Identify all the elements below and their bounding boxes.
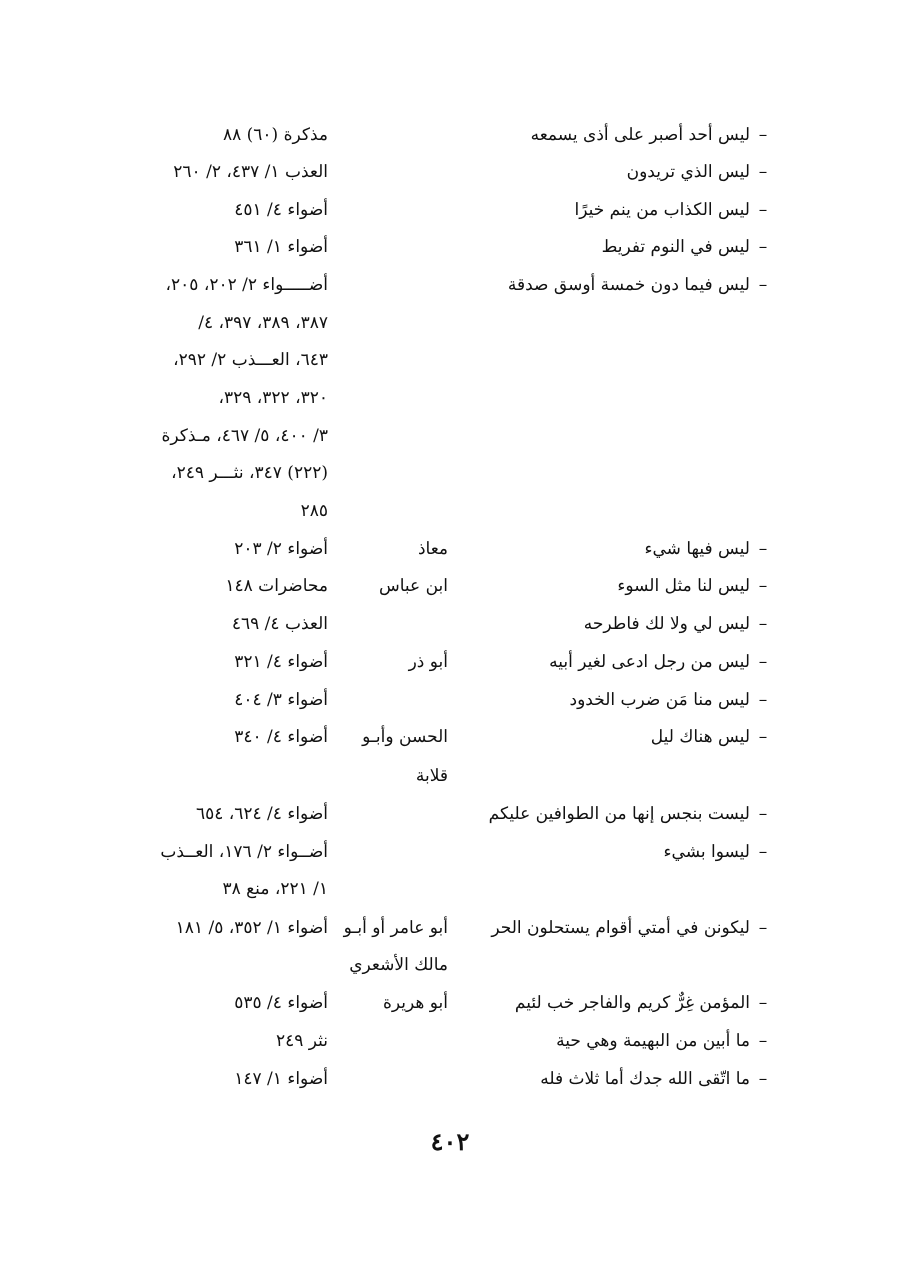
index-line xyxy=(0,1060,900,1098)
index-line xyxy=(0,492,900,530)
source-reference: أضواء ٤/ ٣٢١ xyxy=(234,652,328,672)
page-number: ٤٠٢ xyxy=(430,1127,470,1156)
index-line xyxy=(0,605,900,643)
index-line xyxy=(0,984,900,1022)
hadith-text: ليس في النوم تفريط xyxy=(601,237,750,257)
source-reference: أضواء ٣/ ٤٠٤ xyxy=(234,690,328,710)
index-line xyxy=(0,1022,900,1060)
hadith-text: ليس الكذاب من ينم خيرًا xyxy=(574,200,750,220)
source-reference: ٣٢٠، ٣٢٢، ٣٢٩، xyxy=(218,388,328,408)
source-reference: أضواء ١/ ٣٦١ xyxy=(234,237,328,257)
entry-dash: – xyxy=(758,690,768,710)
source-reference: مذكرة (٦٠) ٨٨ xyxy=(222,125,328,145)
narrator: أبو عامر أو أبـو xyxy=(343,918,448,938)
entry-dash: – xyxy=(758,237,768,257)
source-reference: أضواء ٤/ ٣٤٠ xyxy=(234,727,328,747)
index-line xyxy=(0,116,900,154)
entry-dash: – xyxy=(758,162,768,182)
entry-dash: – xyxy=(758,842,768,862)
narrator: مالك الأشعري xyxy=(349,955,448,975)
hadith-text: المؤمن غِرٌّ كريم والفاجر خب لئيم xyxy=(514,993,750,1013)
narrator: أبو هريرة xyxy=(382,993,448,1013)
index-line xyxy=(0,757,900,795)
source-reference: ٣٨٧، ٣٨٩، ٣٩٧، ٤/ xyxy=(198,313,328,333)
entry-dash: – xyxy=(758,125,768,145)
index-line xyxy=(0,870,900,908)
index-line xyxy=(0,718,900,756)
source-reference: ٦٤٣، العـــذب ٢/ ٢٩٢، xyxy=(173,350,328,370)
narrator: قلابة xyxy=(415,766,448,786)
hadith-text: ما اتّقى الله جدك أما ثلاث فله xyxy=(540,1069,750,1089)
source-reference: أضواء ١/ ١٤٧ xyxy=(234,1069,328,1089)
entry-dash: – xyxy=(758,804,768,824)
source-reference: ١/ ٢٢١، منع ٣٨ xyxy=(222,879,328,899)
index-line xyxy=(0,567,900,605)
hadith-text: ما أبين من البهيمة وهي حية xyxy=(556,1031,750,1051)
index-line xyxy=(0,946,900,984)
entry-dash: – xyxy=(758,1069,768,1089)
index-line xyxy=(0,341,900,379)
entry-dash: – xyxy=(758,1031,768,1051)
entry-dash: – xyxy=(758,727,768,747)
source-reference: العذب ١/ ٤٣٧، ٢/ ٢٦٠ xyxy=(173,162,328,182)
hadith-text: ليسوا بشيء xyxy=(663,842,750,862)
index-line xyxy=(0,454,900,492)
source-reference: العذب ٤/ ٤٦٩ xyxy=(231,614,328,634)
index-line xyxy=(0,643,900,681)
entry-dash: – xyxy=(758,993,768,1013)
source-reference: أضــواء ٢/ ١٧٦، العــذب xyxy=(160,842,328,862)
source-reference: نثر ٢٤٩ xyxy=(275,1031,328,1051)
entry-dash: – xyxy=(758,539,768,559)
entry-dash: – xyxy=(758,576,768,596)
hadith-text: ليس منا مَن ضرب الخدود xyxy=(569,690,750,710)
entry-dash: – xyxy=(758,200,768,220)
index-line xyxy=(0,304,900,342)
index-line xyxy=(0,795,900,833)
hadith-text: ليكونن في أمتي أقوام يستحلون الحر xyxy=(491,918,750,938)
source-reference: أضواء ٤/ ٥٣٥ xyxy=(234,993,328,1013)
hadith-text: ليس هناك ليل xyxy=(650,727,750,747)
index-line xyxy=(0,833,900,871)
hadith-text: ليس فيما دون خمسة أوسق صدقة xyxy=(507,275,750,295)
hadith-text: ليس أحد أصبر على أذى يسمعه xyxy=(530,125,750,145)
source-reference: أضواء ٢/ ٢٠٣ xyxy=(234,539,328,559)
index-line xyxy=(0,417,900,455)
index-line xyxy=(0,228,900,266)
index-line xyxy=(0,681,900,719)
hadith-text: ليس الذي تريدون xyxy=(626,162,750,182)
source-reference: أضواء ٤/ ٦٢٤، ٦٥٤ xyxy=(195,804,328,824)
index-line xyxy=(0,909,900,947)
narrator: معاذ xyxy=(417,539,448,559)
source-reference: أضواء ١/ ٣٥٢، ٥/ ١٨١ xyxy=(175,918,328,938)
index-line xyxy=(0,530,900,568)
entry-dash: – xyxy=(758,652,768,672)
hadith-text: ليس من رجل ادعى لغير أبيه xyxy=(549,652,750,672)
narrator: الحسن وأبـو xyxy=(362,727,448,747)
index-line xyxy=(0,191,900,229)
hadith-text: ليس فيها شيء xyxy=(644,539,750,559)
source-reference: ٣/ ٤٠٠، ٥/ ٤٦٧، مـذكرة xyxy=(161,426,328,446)
entry-dash: – xyxy=(758,614,768,634)
hadith-text: ليس لنا مثل السوء xyxy=(617,576,750,596)
hadith-text: ليست بنجس إنها من الطوافين عليكم xyxy=(488,804,750,824)
index-line xyxy=(0,379,900,417)
source-reference: (٢٢٢) ٣٤٧، نثـــر ٢٤٩، xyxy=(171,463,328,483)
source-reference: أضـــــواء ٢/ ٢٠٢، ٢٠٥، xyxy=(165,275,328,295)
entry-dash: – xyxy=(758,918,768,938)
index-line xyxy=(0,153,900,191)
narrator: أبو ذر xyxy=(408,652,448,672)
index-line xyxy=(0,266,900,304)
source-reference: محاضرات ١٤٨ xyxy=(225,576,328,596)
hadith-text: ليس لي ولا لك فاطرحه xyxy=(583,614,750,634)
source-reference: أضواء ٤/ ٤٥١ xyxy=(234,200,328,220)
entry-dash: – xyxy=(758,275,768,295)
source-reference: ٢٨٥ xyxy=(300,501,328,521)
narrator: ابن عباس xyxy=(378,576,448,596)
